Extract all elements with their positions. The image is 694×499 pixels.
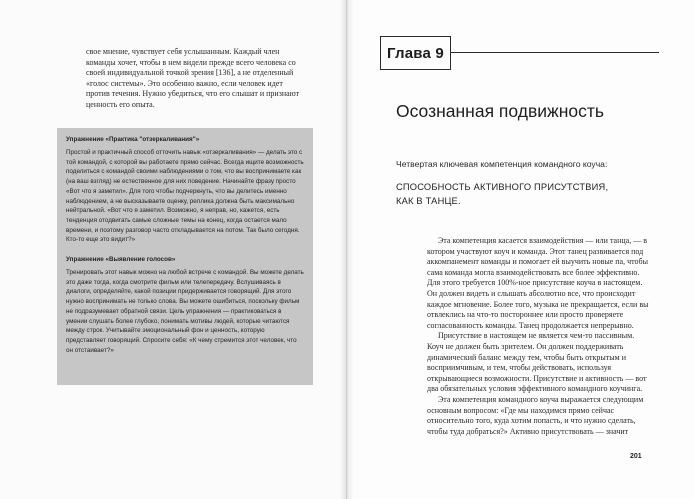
competency-line-1: СПОСОБНОСТЬ АКТИВНОГО ПРИСУТСТВИЯ, (396, 182, 609, 192)
exercise-sidebar (57, 128, 313, 385)
competency-statement (396, 181, 656, 208)
chapter-title: Осознанная подвижность (396, 101, 605, 121)
exercise-2-text: Тренировать этот навык можно на любой встрече с командой. Вы можете делать это даже тогда, когда смотрите фильм или телепередачу. Вслушиваясь в диалоги, определяйте, какой позиции придерживается говорящий. Для этого нужно воспринимать не только слова. Вы можете ошибиться, поскольку фильм не подразумевает обратной связи. Цель упражнения — практиковаться в умении слушать более глубоко, понимать мотивы людей, которые читаются между строк. Учитывайте эмоциональный фон и ценность, которую представляет говорящий. Спросите себя: «К чему стремится этот человек, что он отстаивает?» (66, 269, 304, 354)
competency-line-2: КАК В ТАНЦЕ. (396, 195, 461, 206)
chapter-label: Глава 9 (380, 36, 451, 70)
right-paragraph-1: Эта компетенция касается взаимодействия — или танца, — в котором участвуют коуч и команда. Этот танец развивается под аккомпанемент команды и помогает ей выучить новые па, чтобы сама команда могла взаимодействовать все более эффективно. Для этого требуется 100%-ное присутствие коуча в настоящем. Он должен видеть и слышать абсолютно все, что происходит каждое мгновение. Более того, музыка не прекращается, если вы отвлеклись на что-то постороннее или просто проверяете согласованность команды. Танец продолжается непрерывно. (427, 236, 649, 330)
exercise-2-heading: Упражнение «Выявление голосов» (66, 256, 176, 264)
left-intro-text (86, 47, 308, 111)
left-intro-paragraph: свое мнение, чувствует себя услышанным. Каждый член команды хочет, чтобы в нем видели прежде всего человека со своей индивидуальной точкой зрения [136], а не отделенный «голос системы». Это особенно важно, если человек идет против течения. Нужно убедиться, что его слышат и признают ценность его опыта. (86, 47, 300, 109)
exercise-1-text: Простой и практичный способ отточить навык «отзеркаливания» — делать это с той командой, с которой вы работаете прямо сейчас. Всегда ищите возможность поделиться с командой своими наблюдениями о том, что вы воспринимаете как (на ваш взгляд) не естественное для них поведение. Начинайте фразу просто «Вот что я заметил». Для того чтобы подчеркнуть, что вы делитесь именно наблюдением, а не высказываете оценку, реплика должна быть максимально нейтральной. «Вот что я заметил. Возможно, я неправ, но, кажется, есть тенденция отодвигать самые сложные темы на конец, когда остается мало времени, и поэтому разговор часто откладывается на потом. Так было сегодня. Кто-то еще это видит?» (66, 149, 304, 244)
lead-text: Четвертая ключевая компетенция командного коуча: (396, 159, 608, 169)
page-number: 201 (630, 453, 642, 460)
exercise-1-heading: Упражнение «Практика "отзеркаливания"» (66, 136, 200, 143)
right-paragraph-2: Присутствие в настоящем не является чем-то пассивным. Коуч не должен быть зрителем. Он должен поддерживать динамический баланс между тем, чтобы быть открытым и восприимчивым, и тем, чтобы действовать, используя открывающиеся возможности. Присутствие и активность — вот два обязательных условия эффективного командного коучинга. (427, 331, 647, 394)
right-paragraph-3: Эта компетенция командного коуча выражается следующим основным вопросом: «Где мы находимся прямо сейчас относительно того, куда хотим попасть, и что нужно сделать, чтобы туда добраться?» Активно присутствовать — значит (427, 394, 644, 436)
chapter-rule (451, 52, 659, 53)
right-body-text (427, 236, 649, 437)
book-gutter-shadow (340, 0, 354, 499)
